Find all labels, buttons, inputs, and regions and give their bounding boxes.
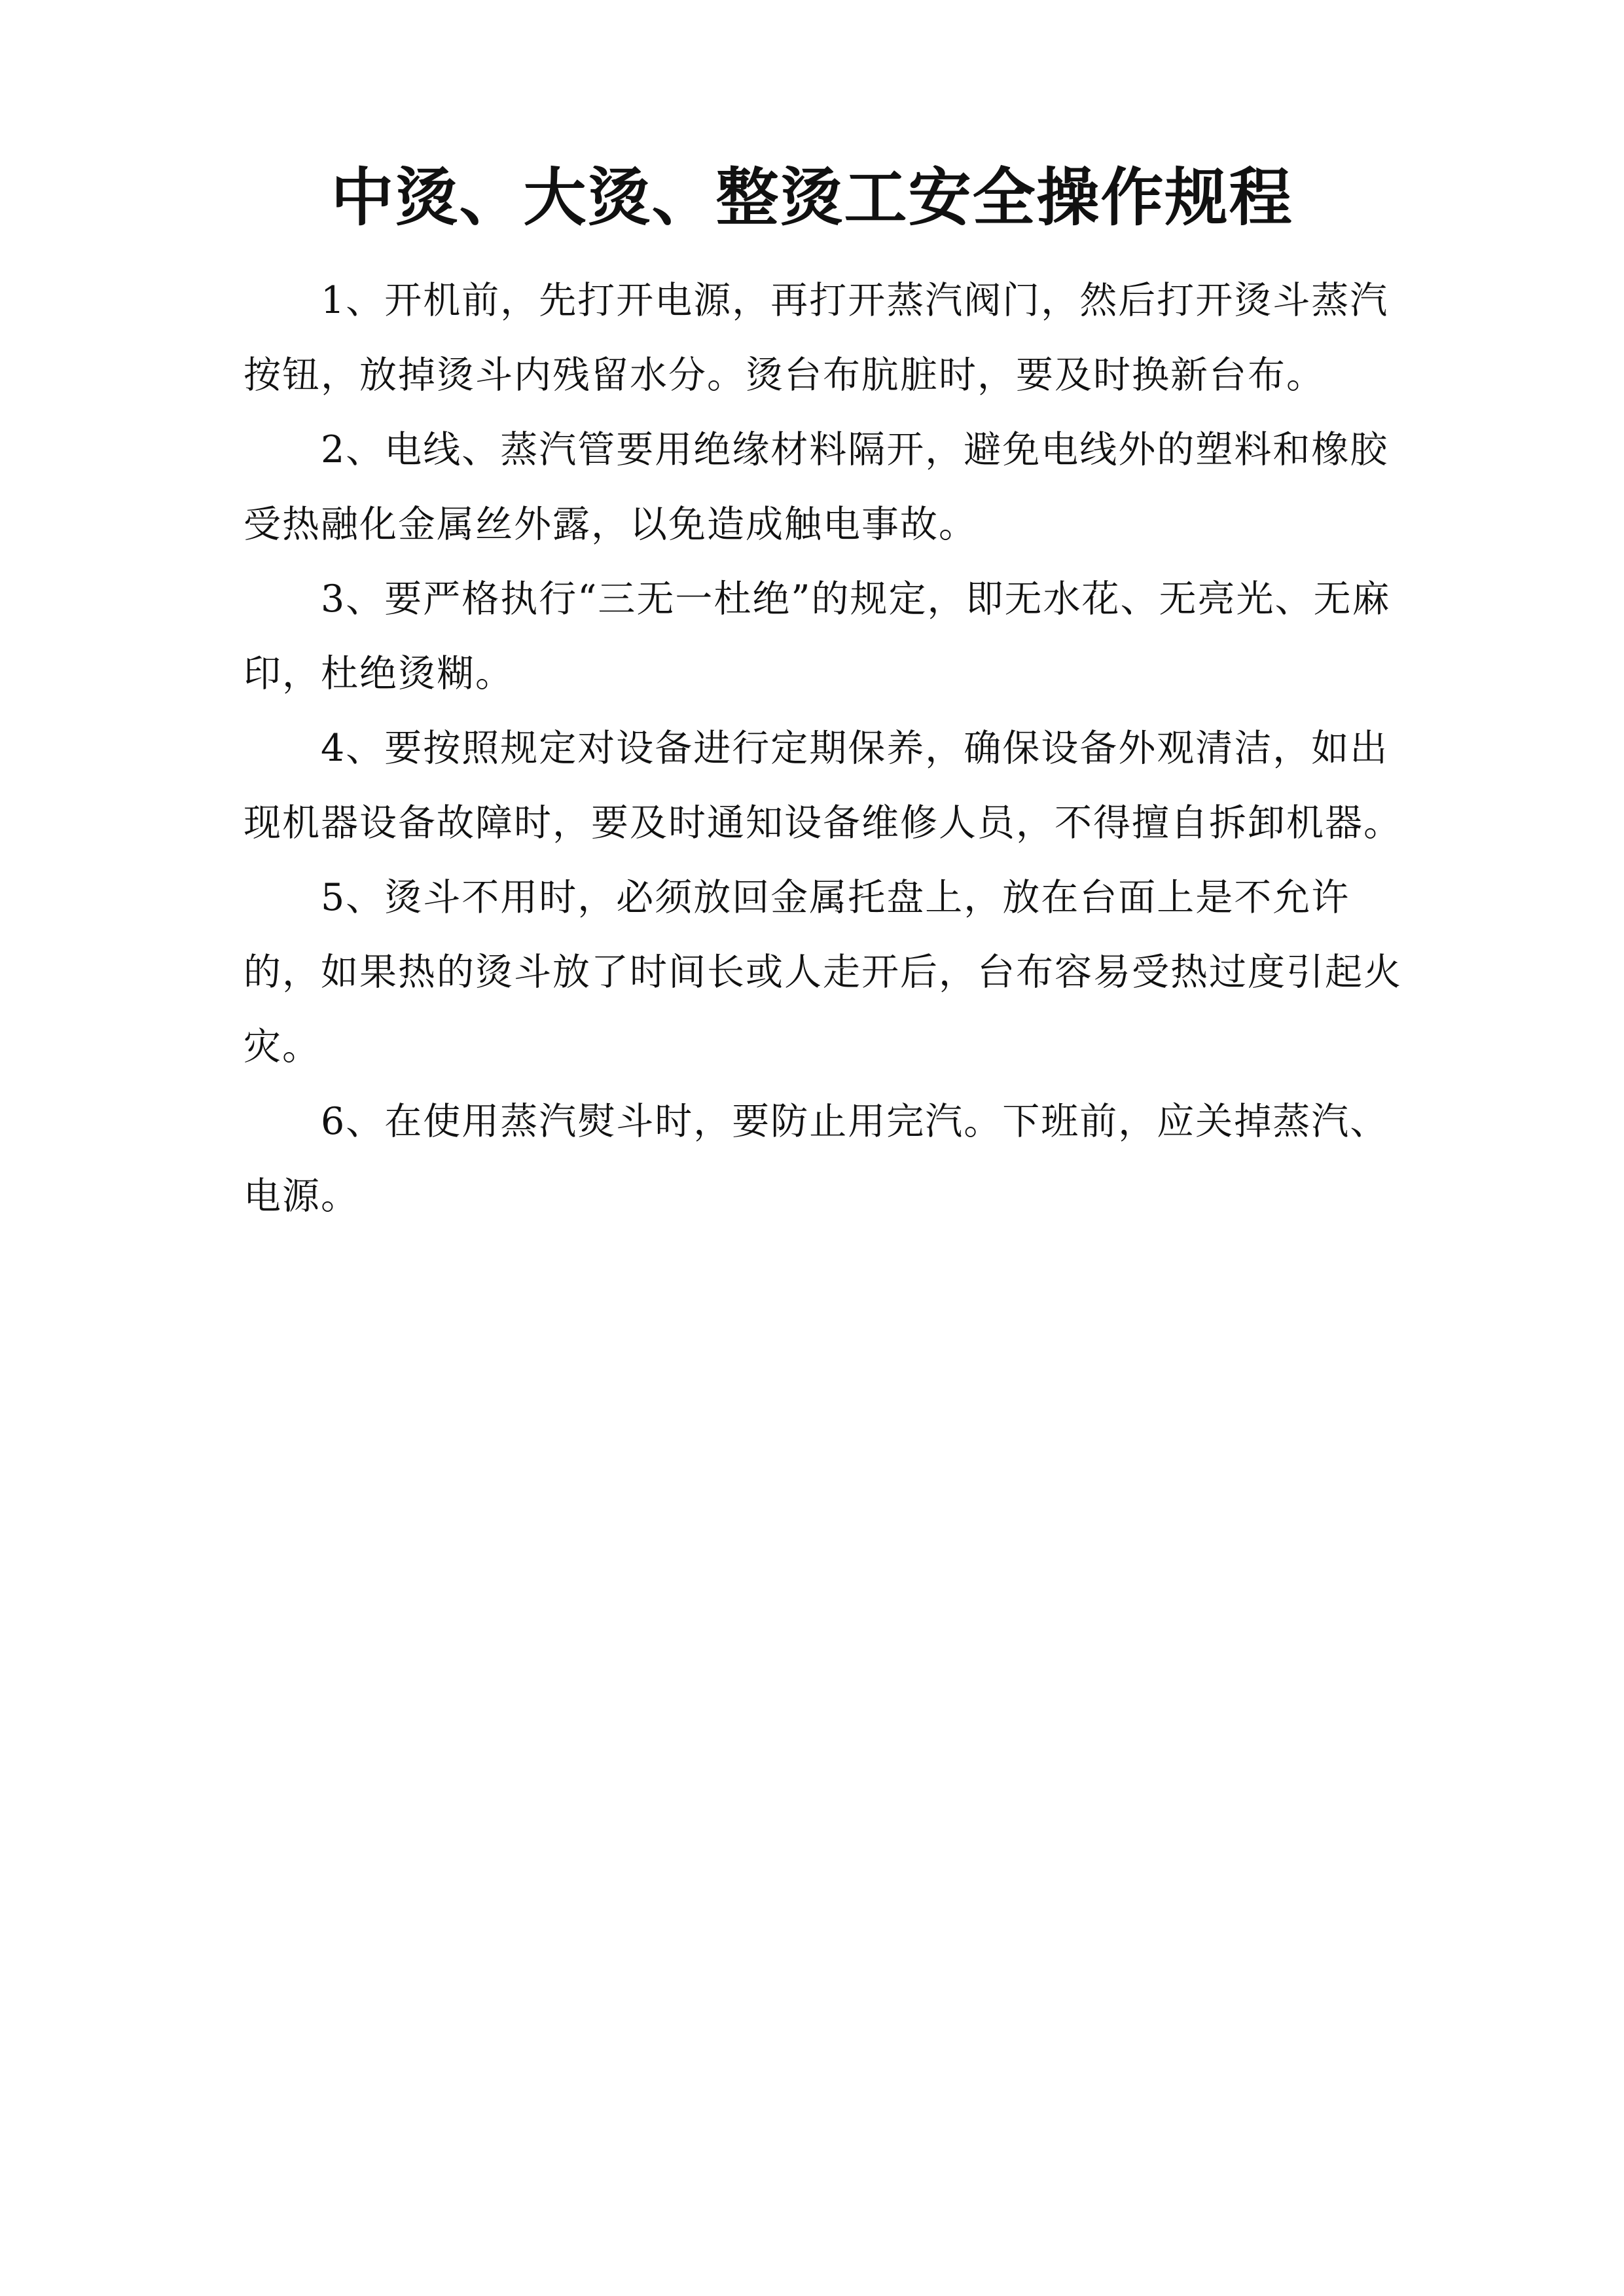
rule-paragraph-3: 3、要严格执行“三无一杜绝”的规定，即无水花、无亮光、无麻印，杜绝烫糊。: [244, 577, 1391, 695]
rule-paragraph-1: 1、开机前，先打开电源，再打开蒸汽阀门，然后打开烫斗蒸汽按钮，放掉烫斗内残留水分。烫台布肮脏时，要及时换新台布。: [244, 279, 1389, 397]
rule-paragraph-2: 2、电线、蒸汽管要用绝缘材料隔开，避免电线外的塑料和橡胶受热融化金属丝外露，以免造成触电事故。: [244, 428, 1389, 546]
document-title: 中烫、大烫、整烫工安全操作规程: [331, 160, 1293, 234]
rule-paragraph-4: 4、要按照规定对设备进行定期保养，确保设备外观清洁，如出现机器设备故障时，要及时通知设备维修人员，不得擅自拆卸机器。: [244, 727, 1402, 845]
rule-paragraph-6: 6、在使用蒸汽熨斗时，要防止用完汽。下班前，应关掉蒸汽、电源。: [244, 1100, 1389, 1218]
rule-paragraph-5: 5、烫斗不用时，必须放回金属托盘上，放在台面上是不允许的，如果热的烫斗放了时间长或人走开后，台布容易受热过度引起火灾。: [244, 876, 1402, 1068]
document-body: [244, 263, 1402, 1233]
